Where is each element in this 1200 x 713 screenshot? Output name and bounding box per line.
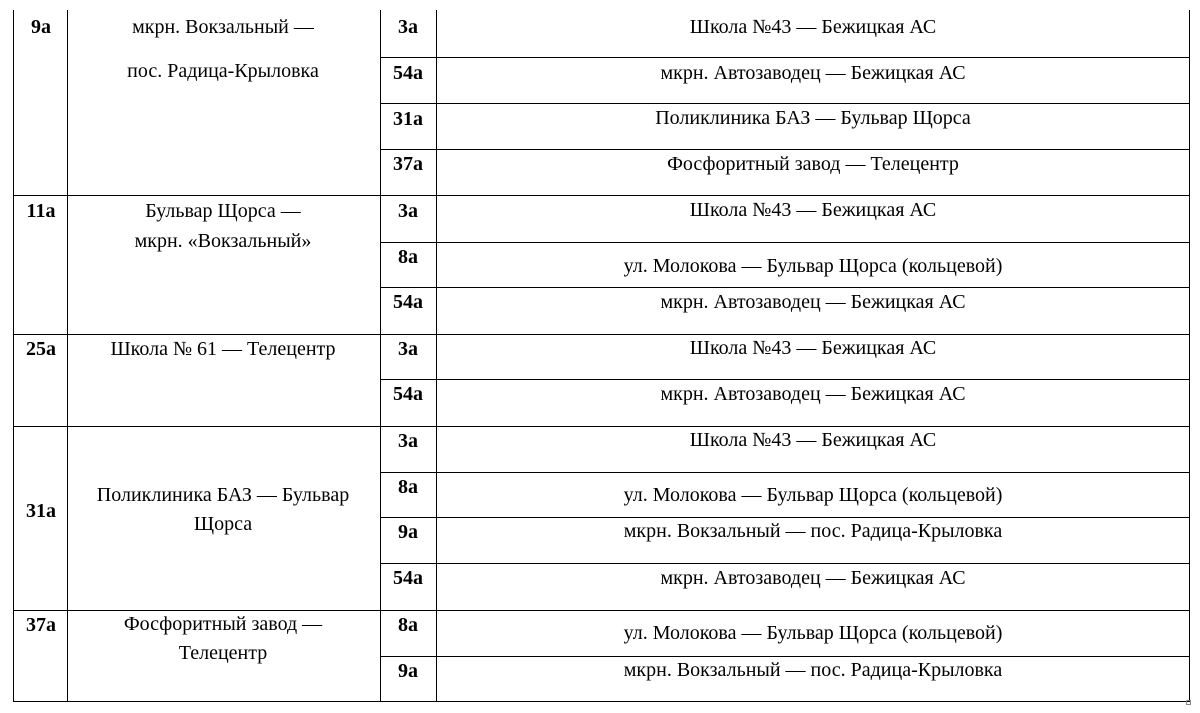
- row-rule: [380, 103, 1190, 104]
- route-number: 31а: [26, 500, 56, 522]
- row-rule: [380, 57, 1190, 58]
- transfer-route-number: 54а: [393, 567, 423, 589]
- transfer-route-name: мкрн. Автозаводец — Бежицкая АС: [660, 291, 966, 313]
- transfer-route-name: Поликлиника БАЗ — Бульвар Щорса: [655, 107, 971, 129]
- row-rule: [13, 701, 1190, 702]
- route-name-line: Школа № 61 — Телецентр: [110, 338, 336, 360]
- row-rule: [380, 242, 1190, 243]
- transfer-route-name: Фосфоритный завод — Телецентр: [667, 153, 959, 175]
- transfer-route-number: 54а: [393, 383, 423, 405]
- transfer-route-number: 3а: [398, 16, 418, 38]
- row-rule: [380, 287, 1190, 288]
- transfer-route-name: ул. Молокова — Бульвар Щорса (кольцевой): [623, 622, 1003, 644]
- row-rule: [380, 472, 1190, 473]
- row-rule: [380, 149, 1190, 150]
- transfer-route-number: 8а: [398, 614, 418, 636]
- transfer-route-number: 54а: [393, 291, 423, 313]
- transfer-route-name: Школа №43 — Бежицкая АС: [689, 337, 937, 359]
- transfer-route-name: Школа №43 — Бежицкая АС: [689, 429, 937, 451]
- route-name-line: мкрн. Вокзальный —: [132, 16, 314, 38]
- column-rule: [13, 10, 14, 702]
- route-number: 9а: [31, 16, 51, 38]
- transfer-route-number: 3а: [398, 430, 418, 452]
- route-name-line: пос. Радица-Крыловка: [127, 60, 319, 82]
- transfer-route-name: мкрн. Автозаводец — Бежицкая АС: [660, 62, 966, 84]
- transfer-route-name: мкрн. Вокзальный — пос. Радица-Крыловка: [623, 659, 1003, 681]
- row-rule: [13, 426, 1190, 427]
- transfer-route-number: 37а: [393, 153, 423, 175]
- transfer-route-number: 31а: [393, 108, 423, 130]
- column-rule: [67, 10, 68, 702]
- transfer-route-name: мкрн. Автозаводец — Бежицкая АС: [660, 383, 966, 405]
- route-name-line: Телецентр: [178, 642, 268, 664]
- row-rule: [13, 195, 1190, 196]
- transfer-route-name: мкрн. Автозаводец — Бежицкая АС: [660, 567, 966, 589]
- row-rule: [380, 517, 1190, 518]
- route-name-line: Щорса: [193, 513, 253, 535]
- transfer-route-name: Школа №43 — Бежицкая АС: [689, 16, 937, 38]
- route-number: 11а: [26, 200, 56, 222]
- transfer-route-name: ул. Молокова — Бульвар Щорса (кольцевой): [623, 484, 1003, 506]
- row-rule: [13, 334, 1190, 335]
- row-rule: [380, 656, 1190, 657]
- row-rule: [380, 379, 1190, 380]
- row-rule: [380, 563, 1190, 564]
- column-rule: [380, 10, 381, 702]
- row-rule: [13, 610, 1190, 611]
- route-name-line: Поликлиника БАЗ — Бульвар: [96, 484, 350, 506]
- column-rule: [1189, 10, 1190, 702]
- transfer-route-name: Школа №43 — Бежицкая АС: [689, 199, 937, 221]
- route-number: 37а: [26, 614, 56, 636]
- transfer-route-number: 3а: [398, 200, 418, 222]
- transfer-route-number: 9а: [398, 521, 418, 543]
- transfer-route-number: 8а: [398, 476, 418, 498]
- transfer-route-number: 8а: [398, 246, 418, 268]
- end-of-cell-marker: [1186, 700, 1191, 705]
- transfer-route-name: ул. Молокова — Бульвар Щорса (кольцевой): [623, 255, 1003, 277]
- column-rule: [436, 10, 437, 702]
- transfer-route-number: 54а: [393, 62, 423, 84]
- route-transfer-table: [13, 10, 1190, 702]
- route-name-line: мкрн. «Вокзальный»: [134, 230, 312, 252]
- route-number: 25а: [26, 338, 56, 360]
- route-name-line: Бульвар Щорса —: [145, 200, 301, 222]
- route-name-line: Фосфоритный завод —: [123, 613, 323, 635]
- transfer-route-number: 9а: [398, 660, 418, 682]
- transfer-route-number: 3а: [398, 338, 418, 360]
- transfer-route-name: мкрн. Вокзальный — пос. Радица-Крыловка: [623, 520, 1003, 542]
